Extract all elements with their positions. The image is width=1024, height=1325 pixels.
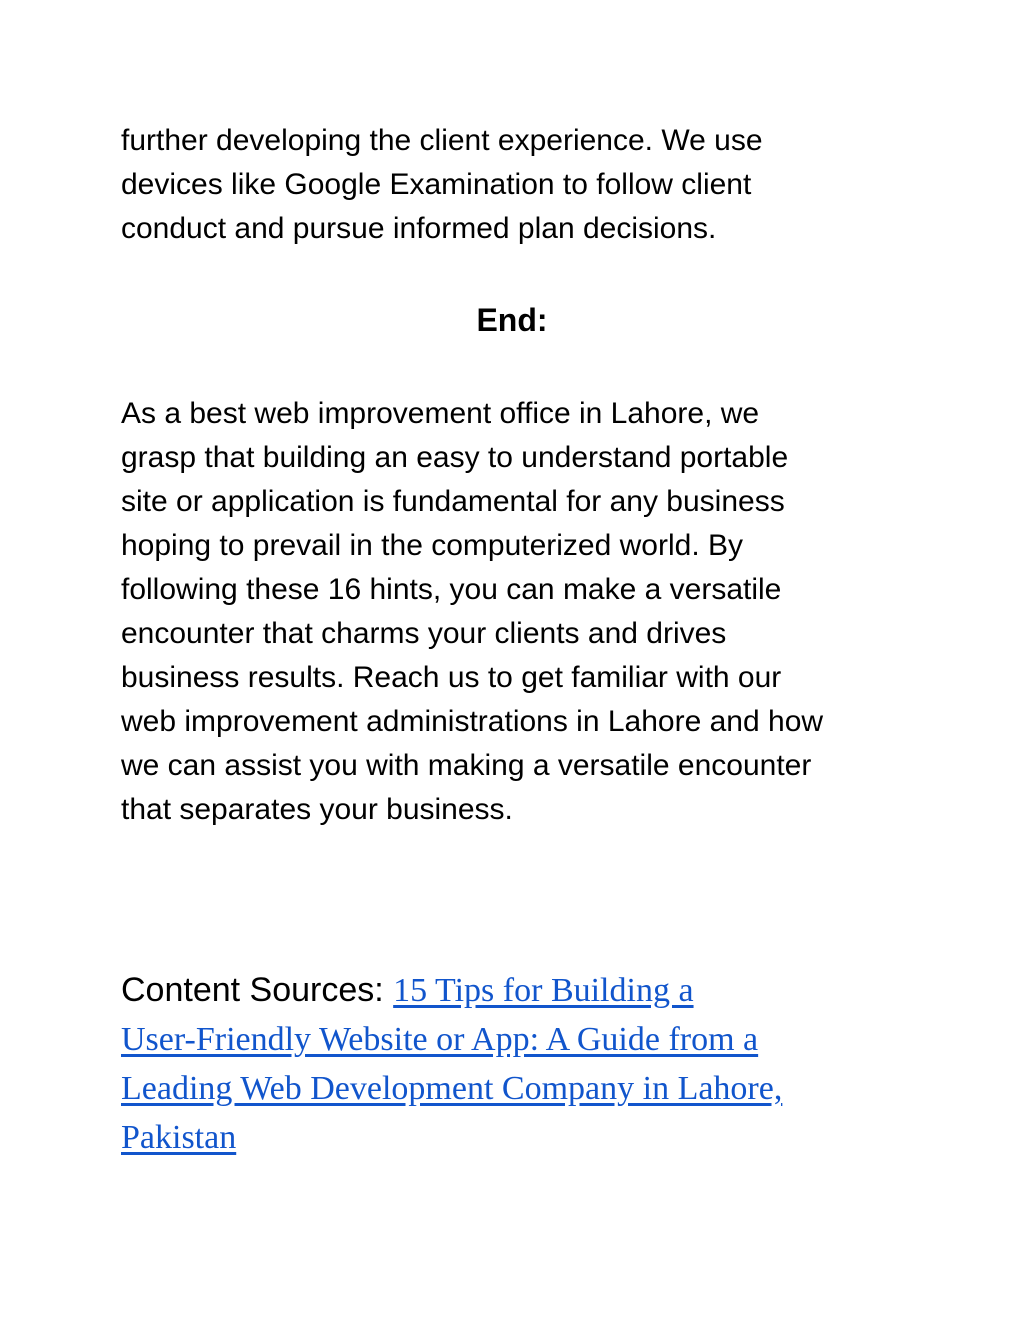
source-link[interactable]: Leading Web Development Company in Lahore, — [121, 1070, 783, 1107]
paragraph-line: As a best web improvement office in Lahore, we — [121, 397, 760, 430]
paragraph-line: following these 16 hints, you can make a versatile — [121, 573, 782, 606]
source-link[interactable]: User-Friendly Website or App: A Guide from a — [121, 1021, 759, 1058]
paragraph-line: site or application is fundamental for any business — [121, 485, 785, 518]
conclusion-paragraph — [121, 392, 921, 832]
source-link[interactable]: Pakistan — [121, 1119, 237, 1156]
paragraph-line: conduct and pursue informed plan decisions. — [121, 212, 717, 245]
content-sources — [121, 966, 921, 1162]
paragraph-line: devices like Google Examination to follow client — [121, 168, 752, 201]
sources-line — [121, 1015, 921, 1064]
paragraph-line: hoping to prevail in the computerized world. By — [121, 529, 744, 562]
paragraph-line: we can assist you with making a versatile encounter — [121, 749, 812, 782]
source-link[interactable]: 15 Tips for Building a — [393, 972, 694, 1009]
paragraph-line: business results. Reach us to get familiar with our — [121, 661, 782, 694]
sources-line — [121, 1064, 921, 1113]
intro-paragraph — [121, 119, 921, 251]
sources-label: Content Sources: — [121, 971, 394, 1009]
paragraph-line: encounter that charms your clients and drives — [121, 617, 727, 650]
sources-line — [121, 966, 921, 1015]
paragraph-line: web improvement administrations in Lahore and how — [121, 705, 824, 738]
conclusion-heading: End: — [476, 302, 548, 338]
paragraph-line: that separates your business. — [121, 793, 513, 826]
paragraph-line: grasp that building an easy to understand portable — [121, 441, 789, 474]
paragraph-line: further developing the client experience. We use — [121, 124, 763, 157]
sources-line — [121, 1113, 921, 1162]
